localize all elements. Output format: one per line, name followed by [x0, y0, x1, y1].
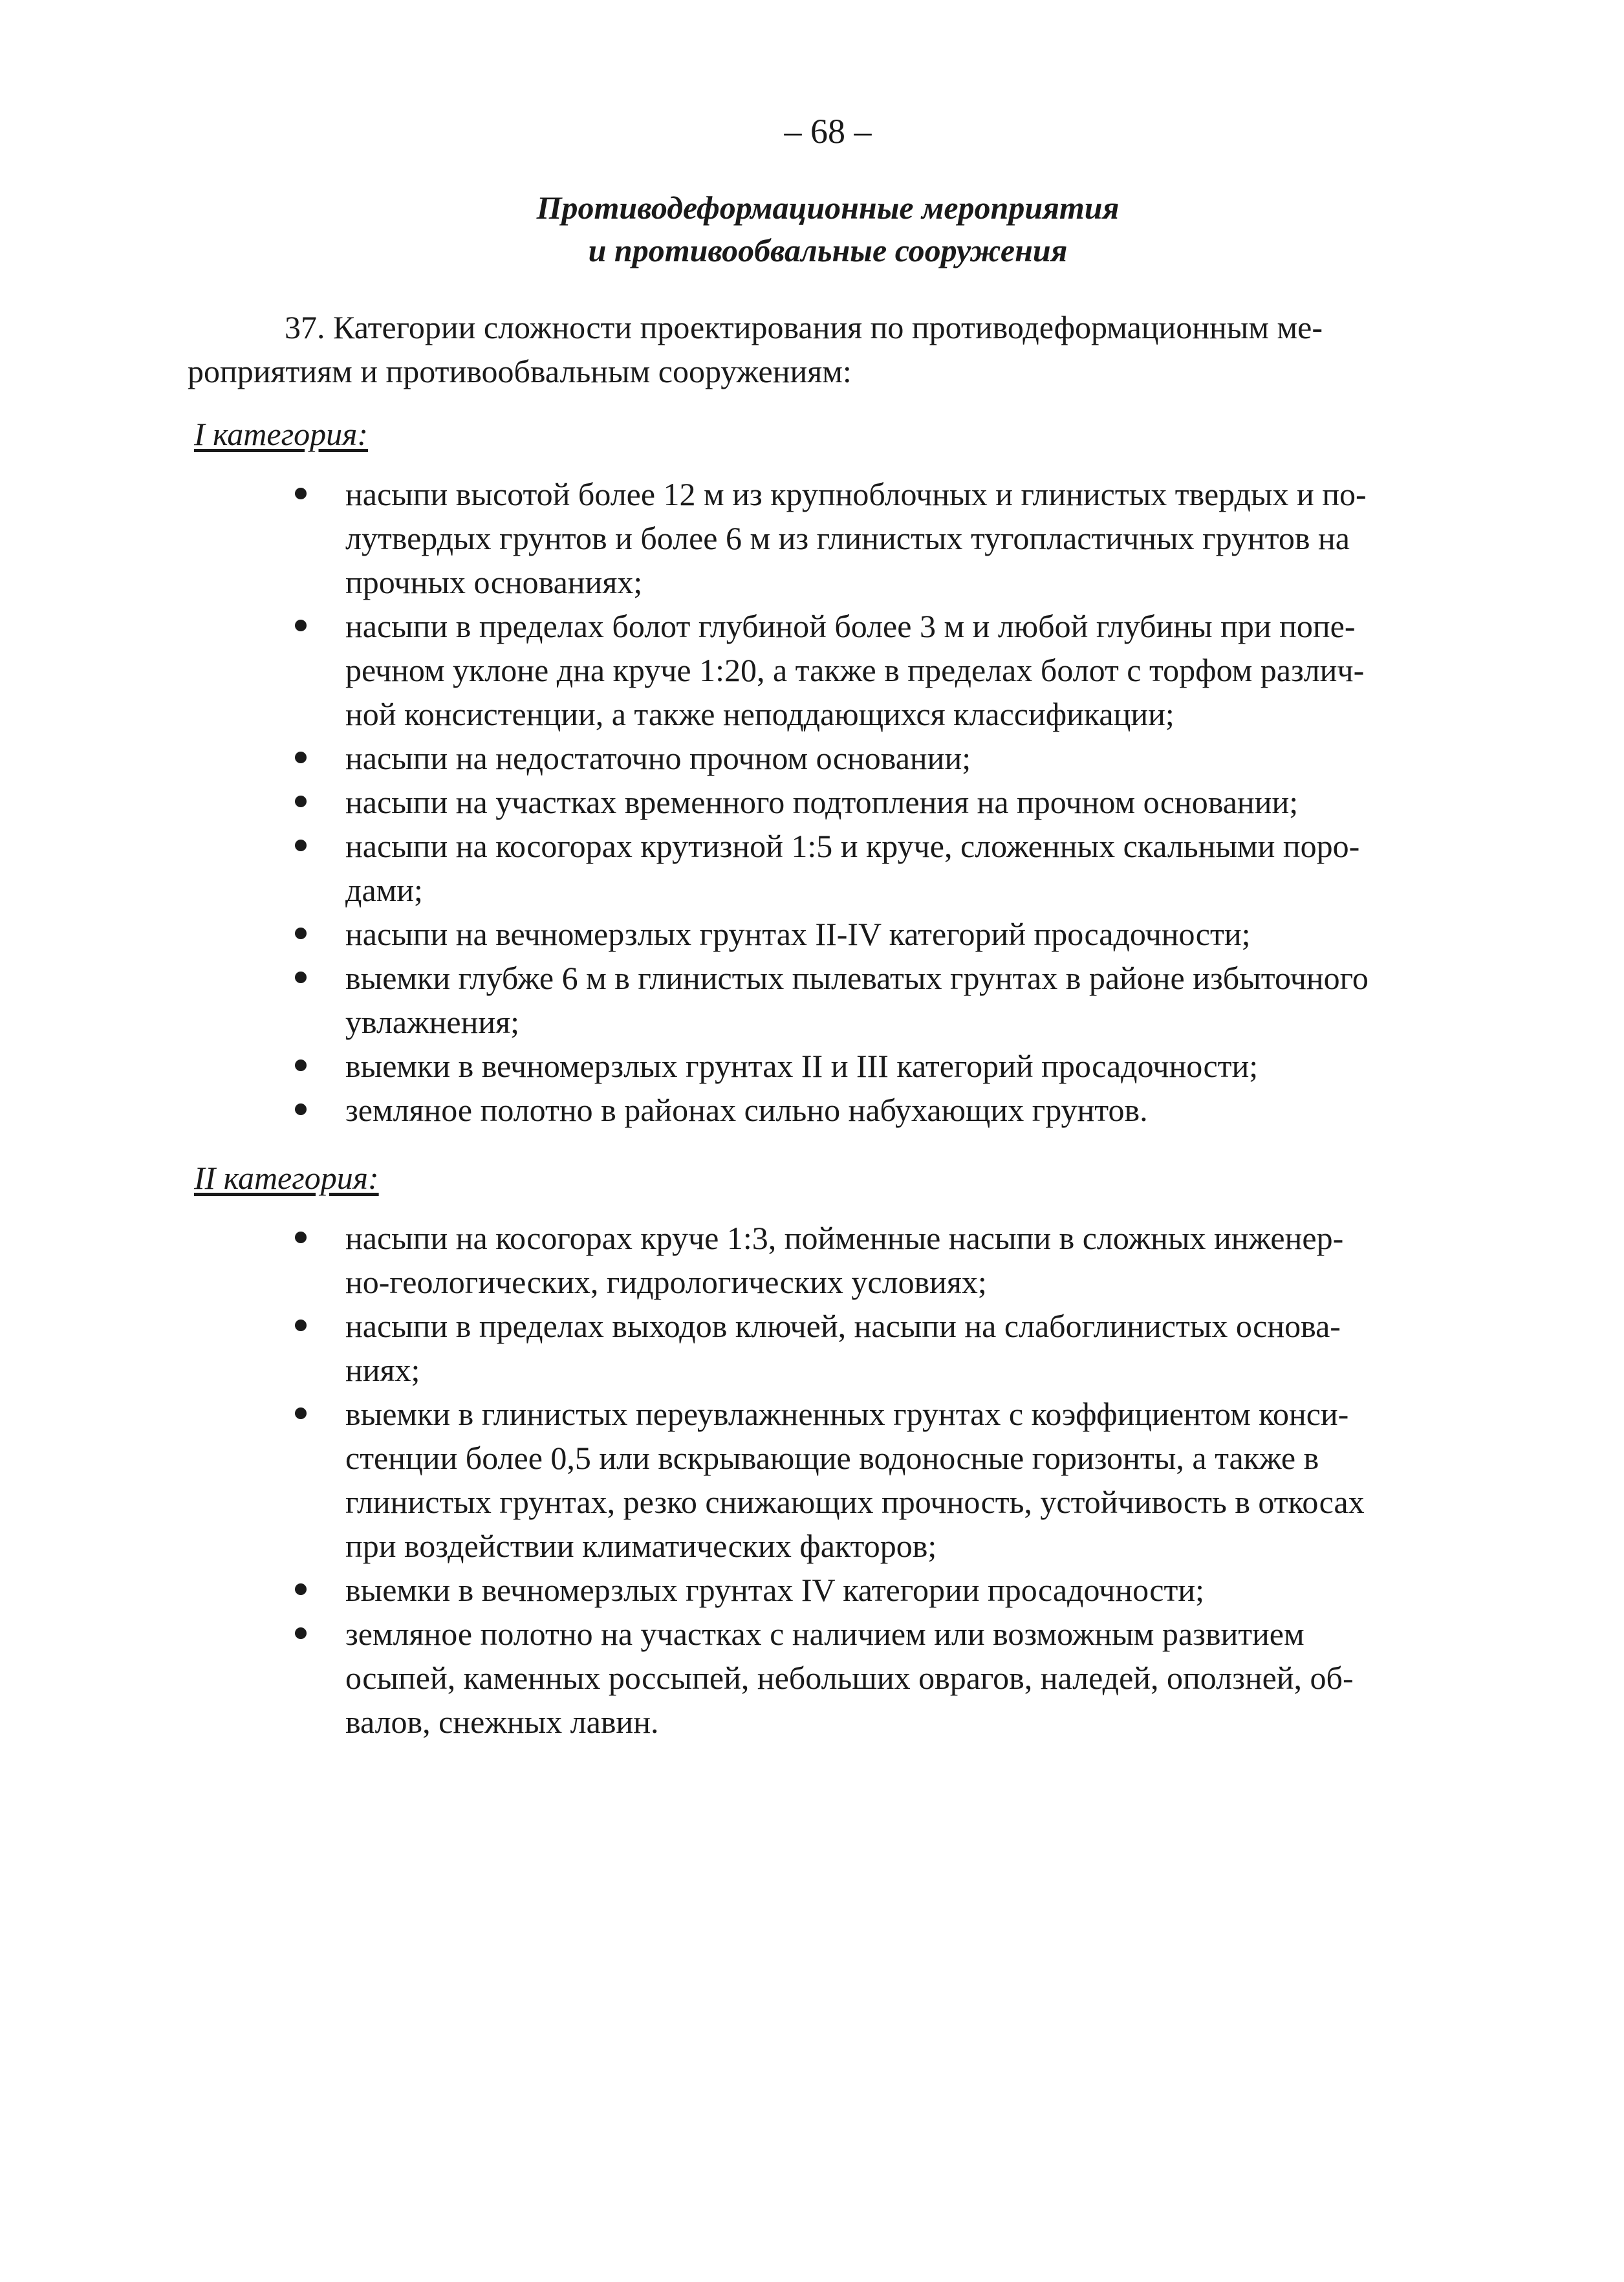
category-1-label: I категория: — [194, 416, 368, 452]
list-item — [285, 1088, 1488, 1132]
intro-line-1: 37. Категории сложности проектирования по противодеформационным ме- — [285, 309, 1323, 345]
bullet-icon — [295, 1627, 307, 1639]
list-item — [285, 1612, 1488, 1744]
list-item — [285, 1568, 1488, 1612]
bullet-icon — [295, 928, 307, 939]
bullet-icon — [295, 1060, 307, 1071]
bullet-icon — [295, 1232, 307, 1243]
list-item — [285, 912, 1488, 956]
list-item-text: земляное полотно на участках с наличием или возможным развитием осыпей, каменных россыпей, небольших оврагов, наледей, оползней, об- валов, снежных лавин. — [345, 1616, 1354, 1740]
list-item-text: выемки в вечномерзлых грунтах IV категории просадочности; — [345, 1572, 1205, 1608]
list-item — [285, 780, 1488, 824]
page-number: – 68 – — [784, 112, 872, 151]
list-item-text: выемки в вечномерзлых грунтах II и III категорий просадочности; — [345, 1048, 1259, 1084]
list-item-text: насыпи высотой более 12 м из крупноблочных и глинистых твердых и по- лутвердых грунтов и более 6 м из глинистых тугопластичных грунтов на прочных основаниях; — [345, 476, 1367, 600]
bullet-icon — [295, 840, 307, 851]
category-2-label: II категория: — [194, 1160, 379, 1196]
list-item — [285, 472, 1488, 604]
bullet-icon — [295, 1407, 307, 1419]
list-item-text: насыпи в пределах выходов ключей, насыпи на слабоглинистых основа- ниях; — [345, 1308, 1341, 1388]
list-item — [285, 1044, 1488, 1088]
category-1-list — [285, 472, 1488, 1132]
list-item-text: насыпи на участках временного подтопления на прочном основании; — [345, 784, 1299, 820]
list-item-text: земляное полотно в районах сильно набухающих грунтов. — [345, 1092, 1148, 1128]
intro-line-2: роприятиям и противообвальным сооружениям: — [188, 353, 852, 389]
list-item-text: насыпи на вечномерзлых грунтах II-IV категорий просадочности; — [345, 916, 1251, 952]
list-item — [285, 1304, 1488, 1392]
category-2-list — [285, 1216, 1488, 1744]
list-item — [285, 956, 1488, 1044]
list-item — [285, 1216, 1488, 1304]
list-item-text: выемки в глинистых переувлажненных грунтах с коэффициентом конси- стенции более 0,5 или вскрывающие водоносные горизонты, а также в глинистых грунтах, резко снижающих прочность, устойчивость в откосах при воздействии климатических факторов; — [345, 1396, 1365, 1564]
bullet-icon — [295, 796, 307, 807]
bullet-icon — [295, 972, 307, 983]
list-item — [285, 824, 1488, 912]
list-item-text: насыпи на недостаточно прочном основании; — [345, 740, 971, 776]
list-item — [285, 604, 1488, 736]
list-item — [285, 1392, 1488, 1568]
bullet-icon — [295, 1320, 307, 1331]
bullet-icon — [295, 752, 307, 763]
list-item-text: насыпи на косогорах крутизной 1:5 и круче, сложенных скальными поро- дами; — [345, 828, 1360, 908]
bullet-icon — [295, 620, 307, 631]
list-item-text: насыпи в пределах болот глубиной более 3 м и любой глубины при попе- речном уклоне дна круче 1:20, а также в пределах болот с торфом различ- ной консистенции, а также неподдающихся классификации; — [345, 608, 1365, 732]
bullet-icon — [295, 1103, 307, 1115]
bullet-icon — [295, 488, 307, 499]
bullet-icon — [295, 1583, 307, 1595]
intro-paragraph — [188, 305, 1455, 393]
list-item-text: выемки глубже 6 м в глинистых пылеватых грунтах в районе избыточного увлажнения; — [345, 960, 1369, 1040]
list-item-text: насыпи на косогорах круче 1:3, пойменные насыпи в сложных инженер- но-геологических, гидрологических условиях; — [345, 1220, 1344, 1300]
list-item — [285, 736, 1488, 780]
section-heading-line-2: и противообвальные сооружения — [588, 232, 1068, 268]
section-heading-line-1: Противодеформационные мероприятия — [536, 190, 1120, 226]
